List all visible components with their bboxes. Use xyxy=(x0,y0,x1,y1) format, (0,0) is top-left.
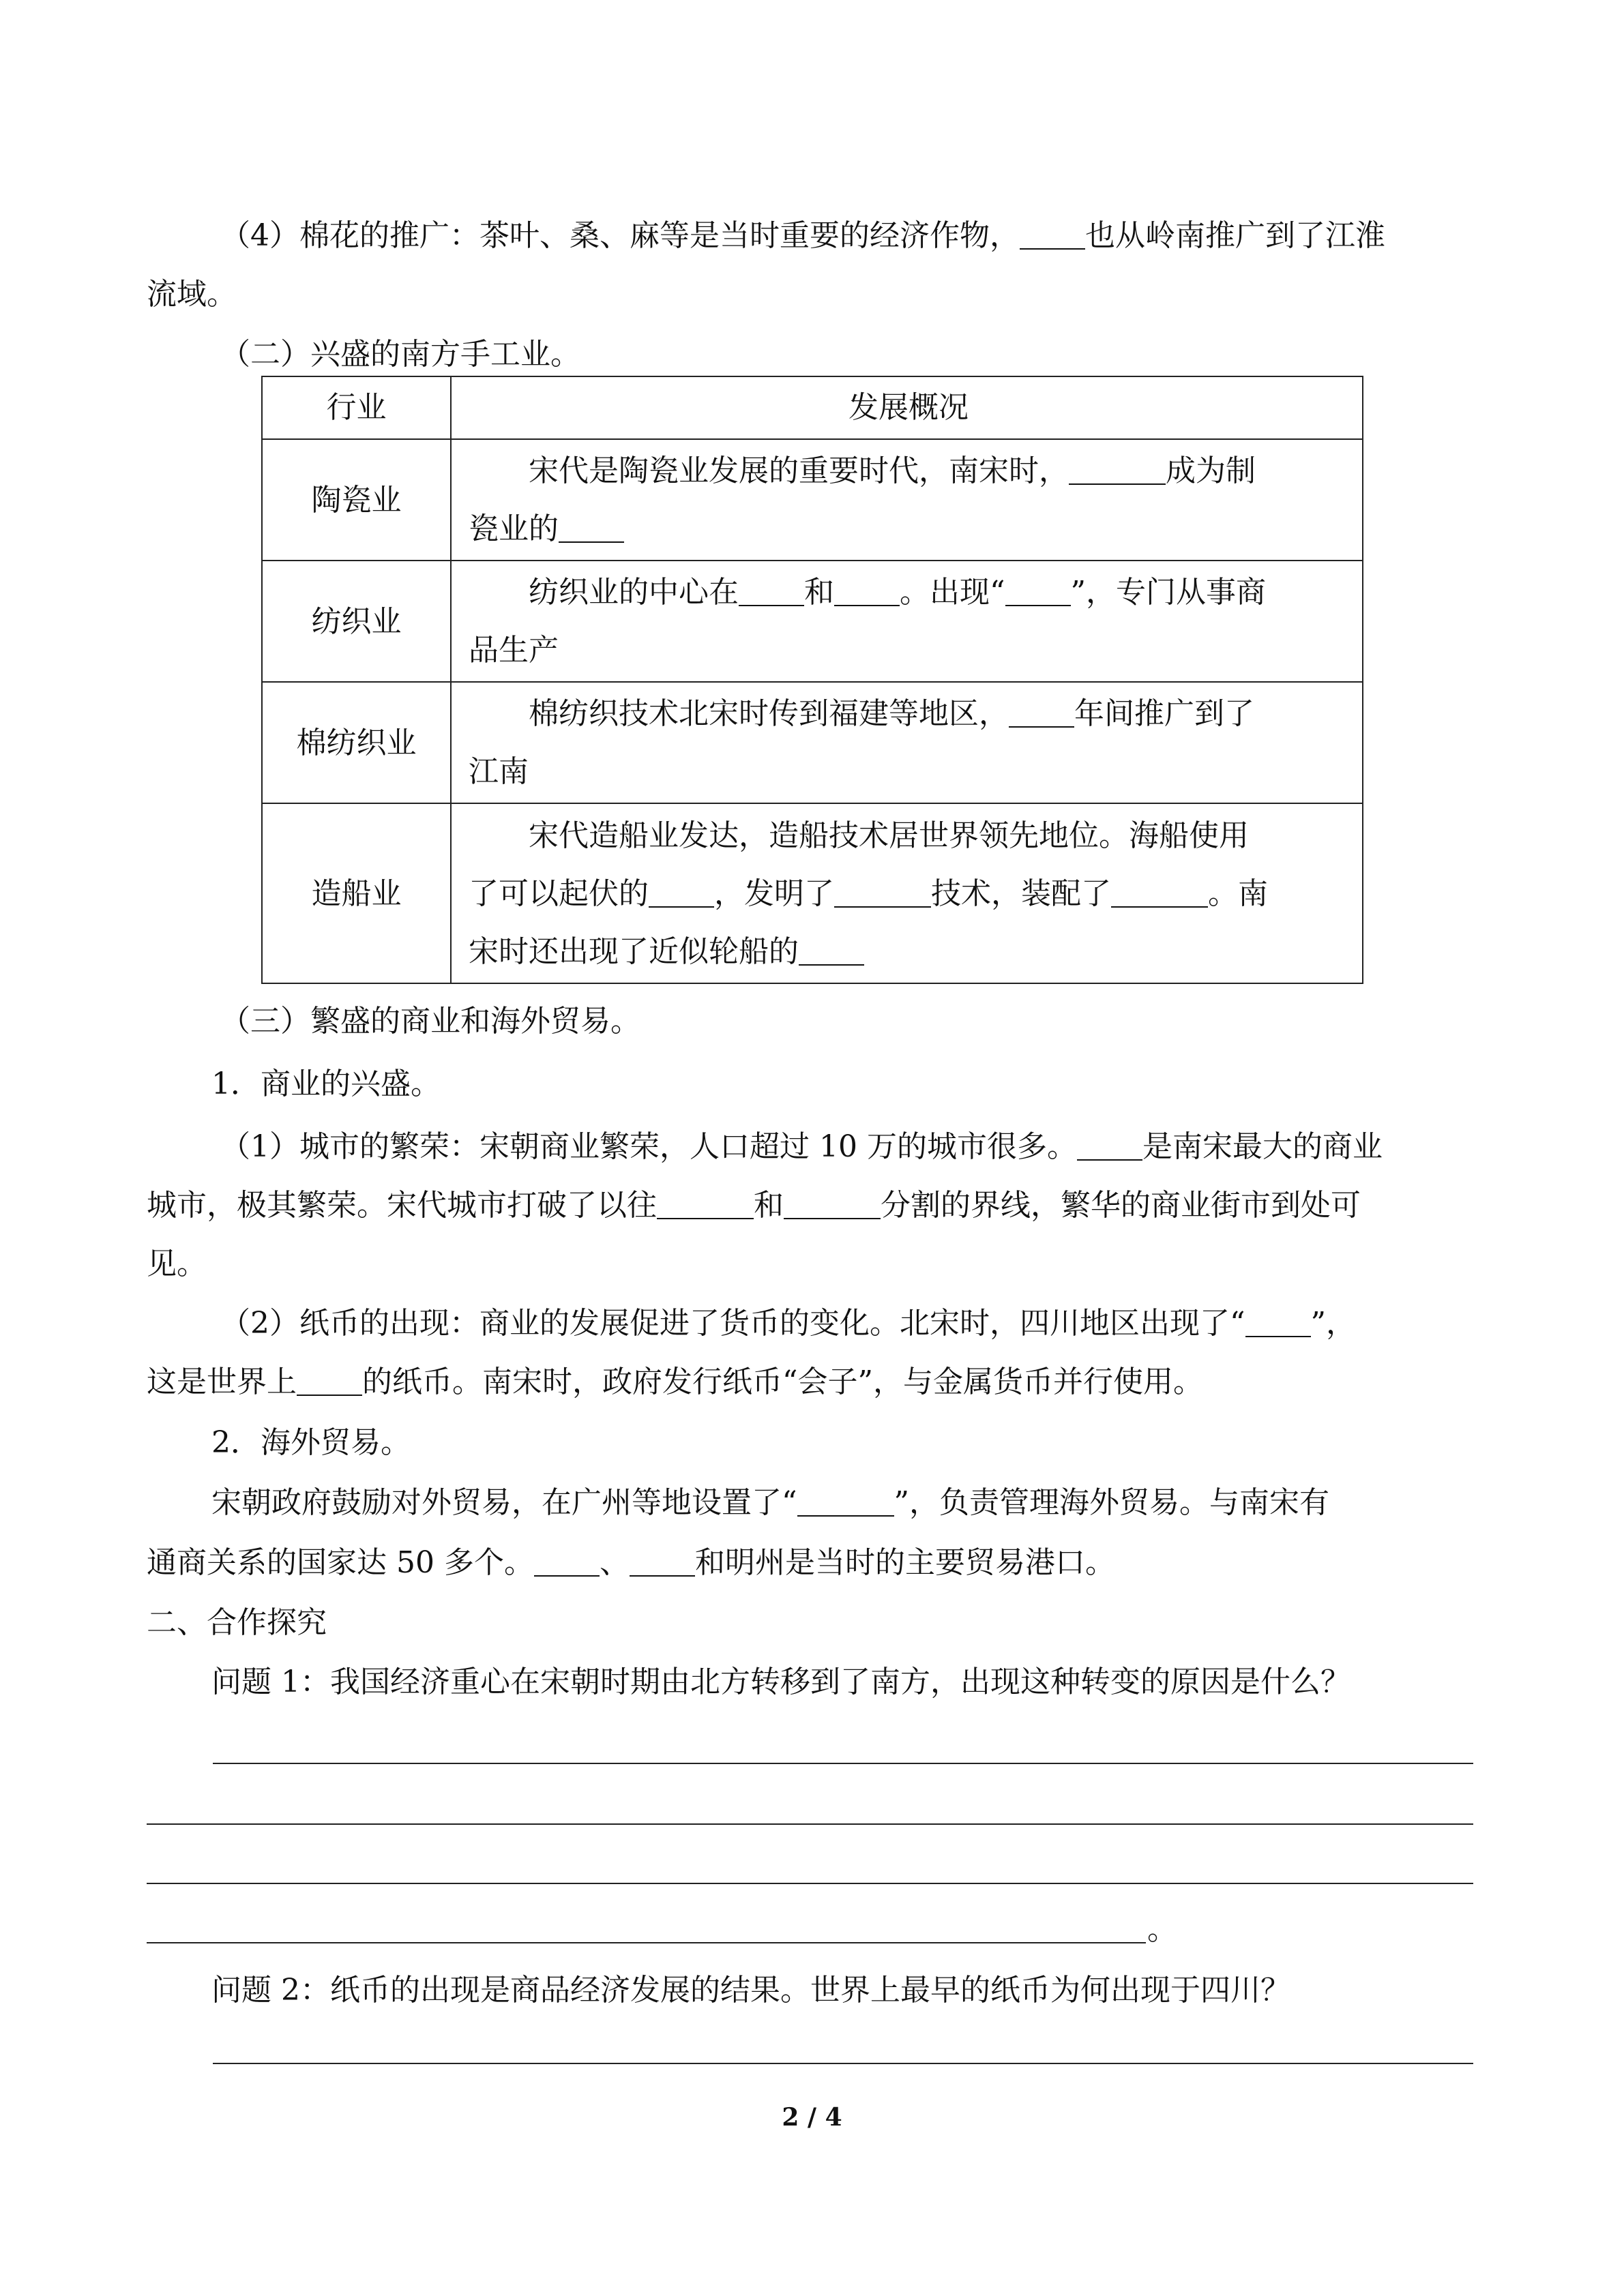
section-heading-handicraft: （二）兴盛的南方手工业。 xyxy=(220,337,580,372)
question-2: 问题 2：纸币的出现是商品经济发展的结果。世界上最早的纸币为何出现于四川？ xyxy=(211,1973,1290,2008)
fill-blank[interactable] xyxy=(1020,220,1085,250)
fill-blank[interactable] xyxy=(297,1366,362,1396)
industry-name: 陶瓷业 xyxy=(262,439,451,561)
fill-blank[interactable] xyxy=(797,1487,894,1517)
industry-name: 造船业 xyxy=(262,803,451,983)
industry-name: 纺织业 xyxy=(262,561,451,682)
table-row xyxy=(262,682,1363,803)
answer-line[interactable] xyxy=(213,2063,1473,2064)
industry-overview: 棉纺织技术北宋时传到福建等地区， 年间推广到了 江南 xyxy=(451,682,1363,803)
trade-paragraph-line2: 通商关系的国家达 50 多个。 、 和明州是当时的主要贸易港口。 xyxy=(147,1545,1115,1580)
city-paragraph-line3: 见。 xyxy=(147,1247,207,1281)
section-heading-commerce: （三）繁盛的商业和海外贸易。 xyxy=(220,1004,640,1039)
answer-end-mark: 。 xyxy=(1147,1912,1177,1947)
fill-blank[interactable] xyxy=(1077,1131,1142,1161)
question-1: 问题 1：我国经济重心在宋朝时期由北方转移到了南方，出现这种转变的原因是什么？ xyxy=(211,1665,1350,1699)
city-paragraph-line1: （1）城市的繁荣：宋朝商业繁荣，人口超过 10 万的城市很多。 是南宋最大的商业 xyxy=(220,1129,1383,1164)
subheading-trade: 2．海外贸易。 xyxy=(211,1425,411,1460)
industry-overview: 宋代造船业发达，造船技术居世界领先地位。海船使用 了可以起伏的 ，发明了 技术，装配了 。南 宋时还出现了近似轮船的 xyxy=(451,803,1363,983)
answer-line[interactable] xyxy=(147,1942,1146,1943)
paper-money-line2: 这是世界上 的纸币。南宋时，政府发行纸币“会子”，与金属货币并行使用。 xyxy=(147,1365,1203,1399)
trade-paragraph-line1: 宋朝政府鼓励对外贸易，在广州等地设置了“ ”，负责管理海外贸易。与南宋有 xyxy=(211,1485,1329,1520)
fill-blank[interactable] xyxy=(1069,455,1166,485)
answer-line[interactable] xyxy=(213,1763,1473,1764)
fill-blank[interactable] xyxy=(534,1547,600,1577)
answer-line[interactable] xyxy=(147,1883,1473,1884)
fill-blank[interactable] xyxy=(1005,576,1071,606)
answer-line[interactable] xyxy=(147,1823,1473,1825)
fill-blank[interactable] xyxy=(657,1189,754,1219)
fill-blank[interactable] xyxy=(739,576,804,606)
cotton-paragraph-line2: 流域。 xyxy=(147,277,237,312)
fill-blank[interactable] xyxy=(630,1547,695,1577)
fill-blank[interactable] xyxy=(1009,698,1074,728)
industry-overview: 纺织业的中心在 和 。出现“ ”，专门从事商 品生产 xyxy=(451,561,1363,682)
fill-blank[interactable] xyxy=(834,878,931,908)
header-industry: 行业 xyxy=(262,376,451,439)
handicraft-table xyxy=(261,376,1363,984)
fill-blank[interactable] xyxy=(559,513,624,543)
industry-name: 棉纺织业 xyxy=(262,682,451,803)
fill-blank[interactable] xyxy=(1111,878,1208,908)
header-overview: 发展概况 xyxy=(451,376,1363,439)
subheading-commerce: 1．商业的兴盛。 xyxy=(211,1067,441,1101)
table-header-row xyxy=(262,376,1363,439)
fill-blank[interactable] xyxy=(784,1189,881,1219)
page-number: 2 / 4 xyxy=(782,2103,842,2132)
fill-blank[interactable] xyxy=(799,936,864,966)
fill-blank[interactable] xyxy=(1245,1307,1311,1337)
paper-money-line1: （2）纸币的出现：商业的发展促进了货币的变化。北宋时，四川地区出现了“ ”， xyxy=(220,1306,1356,1341)
fill-blank[interactable] xyxy=(834,576,900,606)
city-paragraph-line2: 城市，极其繁荣。宋代城市打破了以往 和 分割的界线，繁华的商业街市到处可 xyxy=(147,1188,1361,1223)
section-heading-inquiry: 二、合作探究 xyxy=(147,1605,327,1640)
cotton-paragraph-line1: （4）棉花的推广：茶叶、桑、麻等是当时重要的经济作物， 也从岭南推广到了江淮 xyxy=(220,218,1385,253)
table-row xyxy=(262,439,1363,561)
industry-overview: 宋代是陶瓷业发展的重要时代，南宋时， 成为制 瓷业的 xyxy=(451,439,1363,561)
table-row xyxy=(262,803,1363,983)
fill-blank[interactable] xyxy=(649,878,714,908)
table-row xyxy=(262,561,1363,682)
